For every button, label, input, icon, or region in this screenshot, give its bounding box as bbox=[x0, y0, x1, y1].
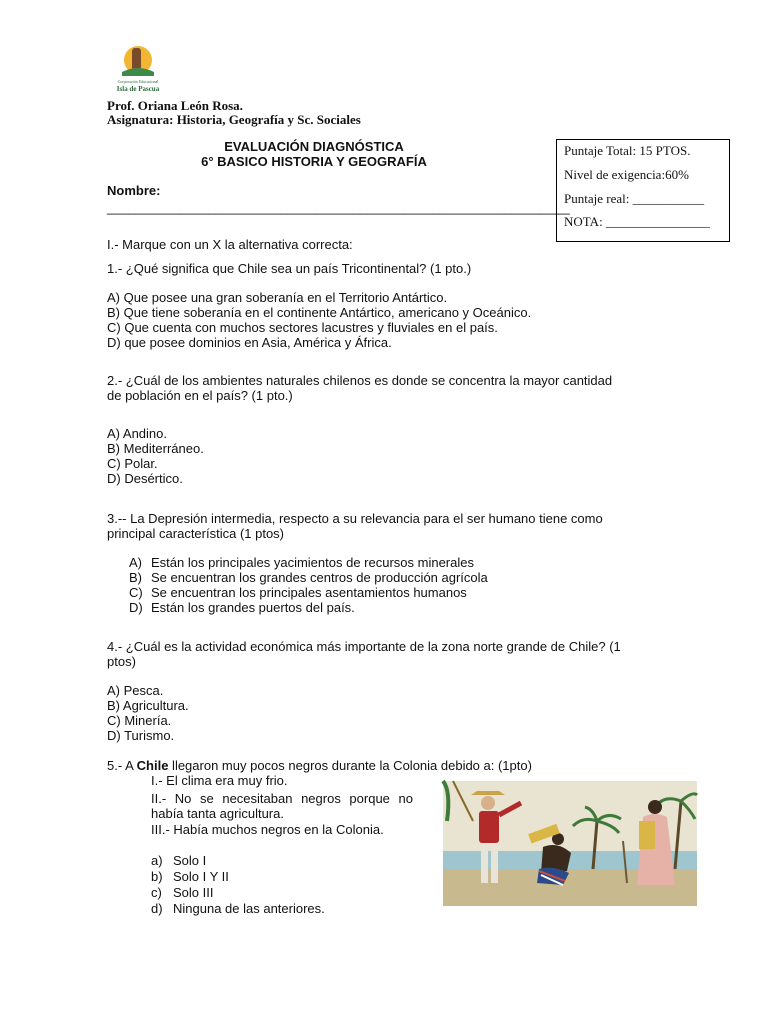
q5-prefix: 5.- A bbox=[107, 758, 137, 773]
q3-option-d[interactable] bbox=[129, 600, 355, 615]
q3-option-a[interactable] bbox=[129, 555, 474, 570]
option-text: Están los principales yacimientos de recursos minerales bbox=[151, 555, 474, 570]
option-marker: C) bbox=[129, 585, 143, 600]
q5-statement-2: II.- No se necesitaban negros porque no bbox=[151, 791, 413, 806]
logo-caption-small: Corporación Educacional bbox=[117, 79, 159, 84]
option-text: Están los grandes puertos del país. bbox=[151, 600, 355, 615]
q4-option-a[interactable]: A) Pesca. bbox=[107, 683, 164, 698]
q3-option-c[interactable] bbox=[129, 585, 467, 600]
q1-option-a[interactable]: A) Que posee una gran soberanía en el Territorio Antártico. bbox=[107, 290, 448, 305]
q2-option-a[interactable]: A) Andino. bbox=[107, 426, 167, 441]
option-text: Solo I bbox=[173, 853, 207, 868]
q4-option-b[interactable]: B) Agricultura. bbox=[107, 698, 189, 713]
question-2-line2: de población en el país? (1 pto.) bbox=[107, 388, 293, 403]
moai-sun-icon bbox=[108, 44, 168, 80]
q2-option-c[interactable]: C) Polar. bbox=[107, 456, 158, 471]
option-marker: B) bbox=[129, 570, 142, 585]
total-score: Puntaje Total: 15 PTOS. bbox=[564, 143, 691, 158]
subject-line: Asignatura: Historia, Geografía y Sc. Sociales bbox=[107, 112, 361, 127]
q4-option-c[interactable]: C) Minería. bbox=[107, 713, 172, 728]
q1-option-b[interactable]: B) Que tiene soberanía en el continente Antártico, americano y Oceánico. bbox=[107, 305, 532, 320]
exigency-level: Nivel de exigencia:60% bbox=[564, 167, 689, 182]
grade-field[interactable]: NOTA: ________________ bbox=[564, 214, 710, 229]
question-4-line1: 4.- ¿Cuál es la actividad económica más importante de la zona norte grande de Chile? (1 bbox=[107, 639, 621, 654]
option-text: Se encuentran los principales asentamientos humanos bbox=[151, 585, 467, 600]
option-text: Ninguna de las anteriores. bbox=[173, 901, 325, 916]
q5-option-a[interactable] bbox=[151, 853, 206, 868]
real-score[interactable]: Puntaje real: ___________ bbox=[564, 191, 705, 206]
q5-option-d[interactable] bbox=[151, 901, 325, 916]
q1-option-d[interactable]: D) que posee dominios en Asia, América y África. bbox=[107, 335, 392, 350]
question-2-line1: 2.- ¿Cuál de los ambientes naturales chilenos es donde se concentra la mayor cantidad bbox=[107, 373, 613, 388]
exam-subtitle: 6° BASICO HISTORIA Y GEOGRAFÍA bbox=[201, 154, 427, 169]
logo-caption: Isla de Pascua bbox=[116, 85, 160, 93]
name-label: Nombre: bbox=[107, 183, 161, 198]
option-marker: c) bbox=[151, 885, 162, 900]
option-text: Se encuentran los grandes centros de producción agrícola bbox=[151, 570, 488, 585]
q2-option-b[interactable]: B) Mediterráneo. bbox=[107, 441, 204, 456]
option-marker: d) bbox=[151, 901, 163, 916]
q1-option-c[interactable]: C) Que cuenta con muchos sectores lacustres y fluviales en el país. bbox=[107, 320, 498, 335]
colonial-illustration bbox=[443, 781, 697, 906]
teacher-name: Prof. Oriana León Rosa. bbox=[107, 98, 243, 113]
option-marker: D) bbox=[129, 600, 143, 615]
q5-option-b[interactable] bbox=[151, 869, 229, 884]
q4-option-d[interactable]: D) Turismo. bbox=[107, 728, 175, 743]
q5-statement-2-cont: había tanta agricultura. bbox=[151, 806, 284, 821]
q5-statement-1: I.- El clima era muy frio. bbox=[151, 773, 288, 788]
question-4-line2: ptos) bbox=[107, 654, 136, 669]
option-marker: b) bbox=[151, 869, 163, 884]
question-3-line2: principal característica (1 ptos) bbox=[107, 526, 285, 541]
q5-statement-3: III.- Había muchos negros en la Colonia. bbox=[151, 822, 384, 837]
question-3-line1: 3.-- La Depresión intermedia, respecto a su relevancia para el ser humano tiene como bbox=[107, 511, 603, 526]
question-5 bbox=[107, 758, 532, 773]
option-text: Solo III bbox=[173, 885, 214, 900]
section-instruction: I.- Marque con un X la alternativa correcta: bbox=[107, 237, 353, 252]
q5-option-c[interactable] bbox=[151, 885, 213, 900]
q5-bold-word: Chile bbox=[136, 758, 169, 773]
name-line[interactable]: ________________________________________________________________ bbox=[107, 200, 570, 215]
q5-rest: llegaron muy pocos negros durante la Colonia debido a: (1pto) bbox=[168, 758, 532, 773]
school-logo bbox=[108, 44, 168, 96]
option-marker: A) bbox=[129, 555, 142, 570]
q3-option-b[interactable] bbox=[129, 570, 488, 585]
option-marker: a) bbox=[151, 853, 163, 868]
question-1: 1.- ¿Qué significa que Chile sea un país Tricontinental? (1 pto.) bbox=[107, 261, 472, 276]
option-text: Solo I Y II bbox=[173, 869, 229, 884]
score-box bbox=[556, 139, 730, 242]
exam-title: EVALUACIÓN DIAGNÓSTICA bbox=[224, 139, 404, 154]
q2-option-d[interactable]: D) Desértico. bbox=[107, 471, 183, 486]
